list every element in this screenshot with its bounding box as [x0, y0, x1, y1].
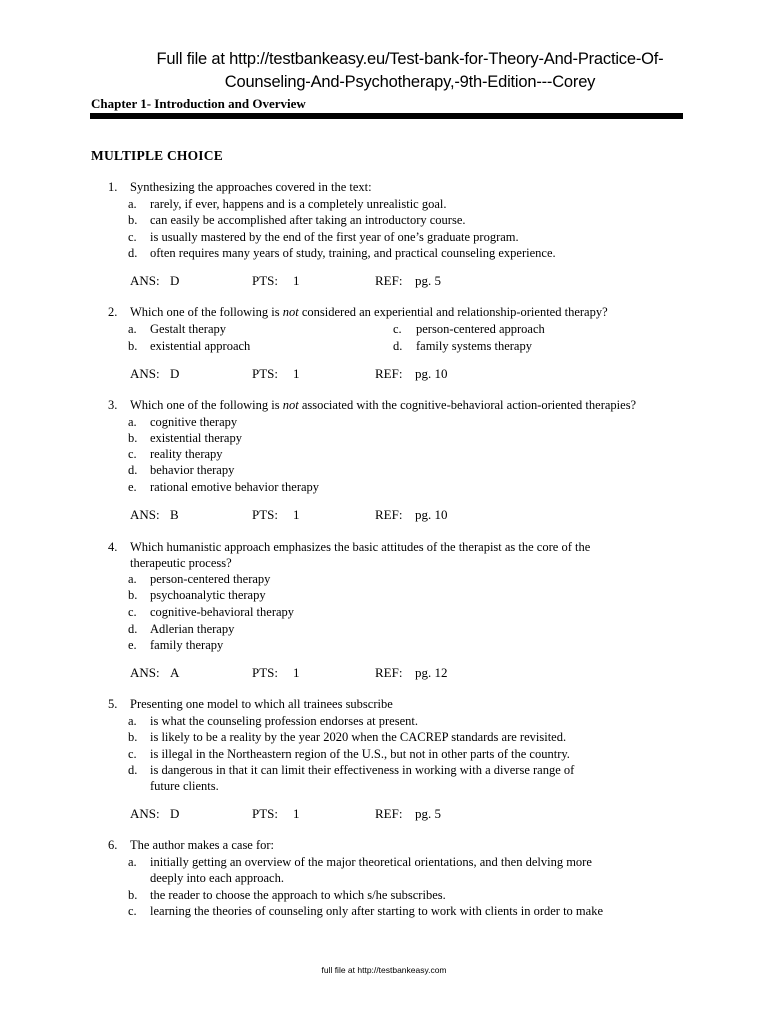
option-text: the reader to choose the approach to which s/he subscribes.: [150, 888, 446, 902]
stem-text: Which one of the following is: [130, 398, 283, 412]
option-letter: e.: [128, 638, 137, 652]
option-text: family therapy: [150, 638, 224, 652]
stem-text: considered an experiential and relationship-oriented therapy?: [298, 305, 608, 319]
option-text: psychoanalytic therapy: [150, 588, 266, 602]
option-letter: d.: [128, 763, 138, 777]
option-letter: b.: [128, 730, 138, 744]
pts-value: 1: [293, 806, 300, 821]
option-text: behavior therapy: [150, 463, 235, 477]
footer-link: full file at http://testbankeasy.com: [321, 965, 447, 975]
ref-value: pg. 12: [415, 665, 448, 680]
banner-line-2: Counseling-And-Psychotherapy,-9th-Edition---Corey: [224, 73, 596, 91]
pts-label: PTS:: [252, 507, 279, 522]
question-number: 1.: [108, 180, 118, 194]
option-letter: a.: [128, 415, 137, 429]
ans-value: D: [170, 273, 180, 288]
ans-value: D: [170, 366, 180, 381]
pts-label: PTS:: [252, 665, 279, 680]
option-text: person-centered approach: [416, 322, 545, 336]
question-stem: Presenting one model to which all trainees subscribe: [130, 697, 393, 711]
pts-value: 1: [293, 366, 300, 381]
banner-line-1: Full file at http://testbankeasy.eu/Test-bank-for-Theory-And-Practice-Of-: [156, 50, 664, 68]
option-text: Gestalt therapy: [150, 322, 227, 336]
option-letter: d.: [128, 463, 138, 477]
question-number: 6.: [108, 838, 118, 852]
ans-label: ANS:: [130, 665, 160, 680]
ref-value: pg. 5: [415, 273, 441, 288]
ref-value: pg. 10: [415, 366, 448, 381]
option-letter: a.: [128, 714, 137, 728]
option-text: Adlerian therapy: [150, 622, 235, 636]
option-text-continued: future clients.: [150, 779, 219, 793]
ans-value: A: [170, 665, 180, 680]
pts-value: 1: [293, 273, 300, 288]
pts-value: 1: [293, 665, 300, 680]
question-number: 4.: [108, 540, 118, 554]
ref-label: REF:: [375, 366, 403, 381]
option-letter: a.: [128, 197, 137, 211]
option-letter: c.: [128, 605, 137, 619]
stem-text: associated with the cognitive-behavioral action-oriented therapies?: [298, 398, 637, 412]
option-text: can easily be accomplished after taking an introductory course.: [150, 213, 466, 227]
option-text: family systems therapy: [416, 339, 532, 353]
ref-value: pg. 10: [415, 507, 448, 522]
ans-value: B: [170, 507, 179, 522]
stem-text: Which one of the following is: [130, 305, 283, 319]
option-letter: d.: [128, 622, 138, 636]
ans-label: ANS:: [130, 806, 160, 821]
option-text: is likely to be a reality by the year 2020 when the CACREP standards are revisited.: [150, 730, 567, 744]
option-letter: d.: [128, 246, 138, 260]
question-number: 2.: [108, 305, 118, 319]
option-letter: c.: [128, 747, 137, 761]
option-letter: d.: [393, 339, 403, 353]
question-stem: Synthesizing the approaches covered in the text:: [130, 180, 372, 194]
option-text: is dangerous in that it can limit their effectiveness in working with a diverse range of: [150, 763, 575, 777]
ans-value: D: [170, 806, 180, 821]
option-letter: a.: [128, 855, 137, 869]
option-letter: c.: [128, 230, 137, 244]
option-text: existential approach: [150, 339, 251, 353]
option-text: rational emotive behavior therapy: [150, 480, 320, 494]
option-letter: b.: [128, 431, 138, 445]
option-text: existential therapy: [150, 431, 242, 445]
option-text: learning the theories of counseling only after starting to work with clients in order to make: [150, 904, 604, 918]
ref-label: REF:: [375, 806, 403, 821]
option-text: cognitive therapy: [150, 415, 238, 429]
option-text: is what the counseling profession endorses at present.: [150, 714, 418, 728]
question-stem-continued: therapeutic process?: [130, 556, 232, 570]
option-text: cognitive-behavioral therapy: [150, 605, 295, 619]
pts-label: PTS:: [252, 806, 279, 821]
option-text: is illegal in the Northeastern region of the U.S., but not in other parts of the country.: [150, 747, 570, 761]
ref-value: pg. 5: [415, 806, 441, 821]
header-rule: [90, 113, 683, 119]
stem-emphasis: not: [282, 305, 299, 319]
pts-label: PTS:: [252, 273, 279, 288]
option-text-continued: deeply into each approach.: [150, 871, 284, 885]
option-letter: b.: [128, 888, 138, 902]
option-text: initially getting an overview of the major theoretical orientations, and then delving more: [150, 855, 592, 869]
question-stem: [130, 305, 608, 320]
section-title: MULTIPLE CHOICE: [91, 148, 223, 163]
pts-value: 1: [293, 507, 300, 522]
ans-label: ANS:: [130, 366, 160, 381]
download-banner: [100, 48, 720, 94]
ref-label: REF:: [375, 507, 403, 522]
stem-emphasis: not: [282, 398, 299, 412]
question-number: 3.: [108, 398, 118, 412]
option-letter: c.: [393, 322, 402, 336]
option-letter: e.: [128, 480, 137, 494]
option-text: rarely, if ever, happens and is a completely unrealistic goal.: [150, 197, 447, 211]
ref-label: REF:: [375, 665, 403, 680]
pts-label: PTS:: [252, 366, 279, 381]
option-letter: c.: [128, 904, 137, 918]
ans-label: ANS:: [130, 507, 160, 522]
option-letter: a.: [128, 322, 137, 336]
question-stem: [130, 398, 636, 413]
option-text: is usually mastered by the end of the first year of one’s graduate program.: [150, 230, 519, 244]
option-letter: c.: [128, 447, 137, 461]
question-number: 5.: [108, 697, 118, 711]
option-text: reality therapy: [150, 447, 223, 461]
ans-label: ANS:: [130, 273, 160, 288]
option-letter: b.: [128, 213, 138, 227]
option-text: person-centered therapy: [150, 572, 271, 586]
question-stem: The author makes a case for:: [130, 838, 275, 852]
question-stem: Which humanistic approach emphasizes the basic attitudes of the therapist as the core of the: [130, 540, 591, 554]
option-text: often requires many years of study, training, and practical counseling experience.: [150, 246, 556, 260]
chapter-title: Chapter 1- Introduction and Overview: [91, 96, 306, 111]
option-letter: a.: [128, 572, 137, 586]
ref-label: REF:: [375, 273, 403, 288]
option-letter: b.: [128, 588, 138, 602]
option-letter: b.: [128, 339, 138, 353]
